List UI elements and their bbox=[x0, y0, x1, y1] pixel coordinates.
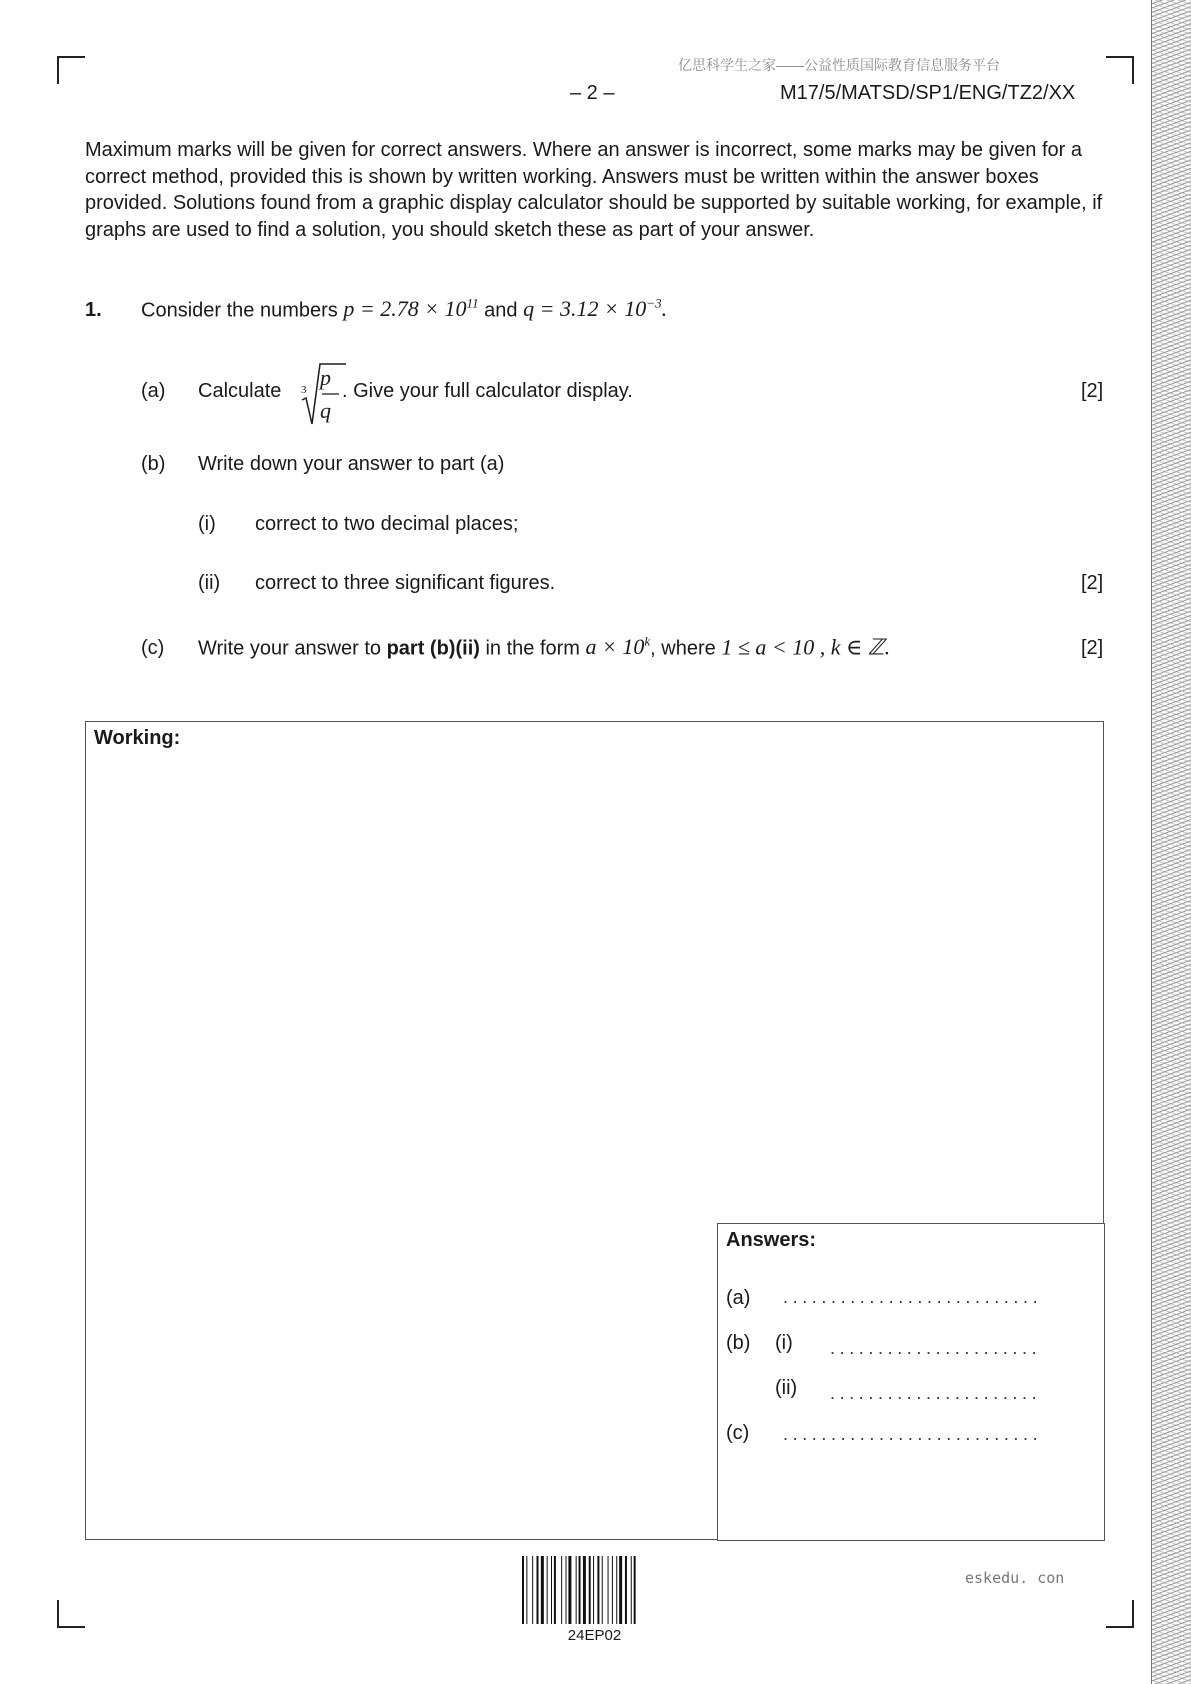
barcode-bar bbox=[526, 1556, 527, 1624]
q-expression: $q = 3.12 \times 10^{-3}$. bbox=[523, 296, 668, 322]
crop-mark-top-right bbox=[1106, 56, 1134, 84]
barcode-bar bbox=[547, 1556, 548, 1624]
barcode-bar bbox=[579, 1556, 581, 1624]
crop-mark-bottom-left bbox=[57, 1600, 85, 1628]
barcode-bar bbox=[597, 1556, 599, 1624]
instructions: Maximum marks will be given for correct answers. Where an answer is incorrect, some marks may be given for a correct method, provided this is shown by written working. Answers must be written within the answer boxes provided. Solutions found from a graphic display calculator should be supported by suitable working, for example, if graphs are used to find a solution, you should sketch these as part of your answer. bbox=[85, 139, 1103, 241]
part-b-label: (b) bbox=[141, 453, 166, 475]
part-a-text-before: Calculate bbox=[198, 380, 282, 402]
condition-expression: 1 ≤ a < 10 , k ∈ ℤ bbox=[721, 634, 885, 660]
barcode-bar bbox=[561, 1556, 562, 1624]
watermark-text: 亿思科学生之家——公益性质国际教育信息服务平台 bbox=[678, 57, 1000, 73]
fraction-numerator: p bbox=[320, 365, 331, 390]
part-b-text: Write down your answer to part (a) bbox=[198, 453, 505, 475]
barcode-bar bbox=[612, 1556, 613, 1624]
part-a-text-after: . Give your full calculator display. bbox=[342, 380, 633, 402]
part-b-ii-label: (ii) bbox=[198, 572, 221, 594]
p-expression: $p = 2.78 \times 10^{11}$ bbox=[343, 296, 479, 322]
part-c-label: (c) bbox=[141, 637, 165, 659]
barcode-bar bbox=[537, 1556, 539, 1624]
barcode bbox=[522, 1556, 667, 1624]
part-c-bold-ref: part (b)(ii) bbox=[386, 637, 480, 660]
answer-b-ii-field[interactable]: ...................... bbox=[830, 1383, 1042, 1403]
question-stem bbox=[141, 296, 667, 322]
barcode-bar bbox=[593, 1556, 594, 1624]
crop-mark-top-left bbox=[57, 56, 85, 84]
answer-c-label: (c) bbox=[726, 1422, 750, 1444]
answers-title: Answers: bbox=[726, 1229, 817, 1251]
answer-b-label: (b) bbox=[726, 1332, 751, 1354]
answer-c-field[interactable]: ........................... bbox=[783, 1424, 1043, 1444]
barcode-bar bbox=[566, 1556, 567, 1624]
barcode-bar bbox=[554, 1556, 556, 1624]
part-b-marks: [2] bbox=[1081, 572, 1104, 594]
barcode-bar bbox=[568, 1556, 571, 1624]
answer-a-label: (a) bbox=[726, 1287, 751, 1309]
stem-text: Consider the numbers bbox=[141, 299, 338, 322]
part-c-marks: [2] bbox=[1081, 637, 1104, 659]
barcode-bar bbox=[522, 1556, 524, 1624]
barcode-bar bbox=[576, 1556, 577, 1624]
answer-a-field[interactable]: ........................... bbox=[783, 1287, 1043, 1307]
site-footer: eskedu. con bbox=[965, 1569, 1065, 1587]
answer-b-ii-label: (ii) bbox=[775, 1377, 798, 1399]
barcode-bar bbox=[551, 1556, 552, 1624]
barcode-bar bbox=[634, 1556, 636, 1624]
barcode-bar bbox=[631, 1556, 632, 1624]
barcode-bar bbox=[616, 1556, 617, 1624]
page-edge-strip bbox=[1151, 0, 1191, 1684]
page-number: – 2 – bbox=[570, 82, 615, 104]
barcode-bar bbox=[541, 1556, 544, 1624]
barcode-bar bbox=[589, 1556, 591, 1624]
barcode-bar bbox=[619, 1556, 622, 1624]
barcode-bar bbox=[583, 1556, 586, 1624]
working-label: Working: bbox=[94, 727, 181, 749]
question-number: 1. bbox=[85, 299, 102, 321]
paper-code: M17/5/MATSD/SP1/ENG/TZ2/XX bbox=[780, 82, 1076, 104]
answers-box bbox=[717, 1223, 1105, 1541]
root-index: 3 bbox=[301, 384, 307, 396]
and-text: and bbox=[484, 299, 518, 322]
part-a-label: (a) bbox=[141, 380, 166, 402]
part-b-ii-text: correct to three significant figures. bbox=[255, 572, 556, 594]
barcode-bar bbox=[625, 1556, 627, 1624]
barcode-bar bbox=[608, 1556, 609, 1624]
crop-mark-bottom-right bbox=[1106, 1600, 1134, 1628]
part-c-text: Write your answer to part (b)(ii) in the form $a \times 10^k$, where 1 ≤ a < 10 , k ∈ ℤ. bbox=[198, 634, 890, 660]
part-a-marks: [2] bbox=[1081, 380, 1104, 402]
fraction-denominator: q bbox=[320, 398, 331, 423]
answer-b-i-label: (i) bbox=[775, 1332, 793, 1354]
part-b-i-label: (i) bbox=[198, 513, 216, 535]
barcode-label: 24EP02 bbox=[567, 1627, 622, 1644]
barcode-bar bbox=[602, 1556, 603, 1624]
answer-b-i-field[interactable]: ...................... bbox=[830, 1338, 1042, 1358]
part-b-i-text: correct to two decimal places; bbox=[255, 513, 519, 535]
standard-form-expression: $a \times 10^k$ bbox=[585, 634, 651, 660]
barcode-bar bbox=[532, 1556, 533, 1624]
